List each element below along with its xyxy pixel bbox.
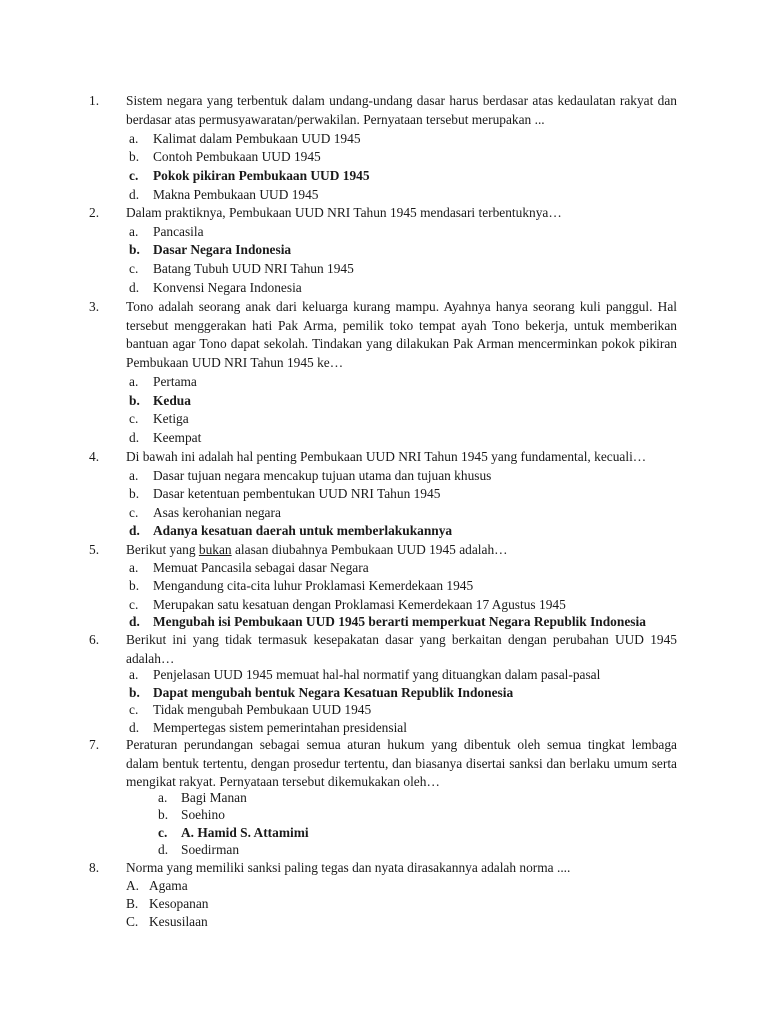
option-letter: c. bbox=[129, 505, 139, 520]
option-text: Kesusilaan bbox=[149, 914, 208, 929]
question-stem bbox=[126, 541, 508, 559]
question-stem: Di bawah ini adalah hal penting Pembukaan UUD NRI Tahun 1945 yang fundamental, kecuali… bbox=[126, 449, 647, 464]
option-letter: d. bbox=[158, 842, 169, 857]
option-text: Tidak mengubah Pembukaan UUD 1945 bbox=[153, 702, 372, 717]
option-letter: a. bbox=[129, 468, 139, 483]
stem-text: Berikut yang bbox=[126, 542, 199, 557]
option-letter: b. bbox=[129, 149, 140, 164]
option-letter: b. bbox=[129, 242, 140, 257]
question-stem: Norma yang memiliki sanksi paling tegas dan nyata dirasakannya adalah norma .... bbox=[126, 860, 571, 875]
option-text: Konvensi Negara Indonesia bbox=[153, 280, 302, 295]
option-text: Memuat Pancasila sebagai dasar Negara bbox=[153, 560, 369, 575]
option-text: Batang Tubuh UUD NRI Tahun 1945 bbox=[153, 261, 354, 276]
option-text: Soedirman bbox=[181, 842, 240, 857]
option-letter: d. bbox=[129, 523, 140, 538]
option-letter: b. bbox=[129, 685, 140, 700]
option-letter: c. bbox=[129, 261, 139, 276]
question-stem: Sistem negara yang terbentuk dalam undang-undang dasar harus berdasar atas kedaulatan rakyat dan berdasar atas permusyawaratan/perwakilan. Pernyataan tersebut merupakan ... bbox=[126, 93, 677, 127]
option-letter: a. bbox=[158, 790, 168, 805]
option-letter: a. bbox=[129, 667, 139, 682]
option-text: Penjelasan UUD 1945 memuat hal-hal normatif yang dituangkan dalam pasal-pasal bbox=[153, 667, 601, 682]
option-letter: c. bbox=[129, 411, 139, 426]
option-text: Ketiga bbox=[153, 411, 189, 426]
option-letter: d. bbox=[129, 187, 140, 202]
option-text: Merupakan satu kesatuan dengan Proklamasi Kemerdekaan 17 Agustus 1945 bbox=[153, 597, 566, 612]
option-text: Bagi Manan bbox=[181, 790, 247, 805]
option-text: Agama bbox=[149, 878, 188, 893]
option-letter: c. bbox=[129, 702, 139, 717]
option-text: Asas kerohanian negara bbox=[153, 505, 281, 520]
question-number: 8. bbox=[89, 860, 100, 875]
option-text: Mempertegas sistem pemerintahan presidensial bbox=[153, 720, 407, 735]
option-letter: b. bbox=[129, 393, 140, 408]
option-text: Mengandung cita-cita luhur Proklamasi Kemerdekaan 1945 bbox=[153, 578, 474, 593]
option-letter: A. bbox=[126, 878, 140, 893]
question-stem: Peraturan perundangan sebagai semua aturan hukum yang dibentuk oleh semua tingkat lembaga dalam bentuk tertentu, dengan prosedur tertentu, dan biasanya disertai sanksi dan berlaku umum serta mengikat rakyat. Pernyataan tersebut dikemukakan oleh… bbox=[126, 737, 677, 790]
question-stem: Tono adalah seorang anak dari keluarga kurang mampu. Ayahnya hanya seorang kuli panggul. Hal tersebut menggerakan hati Pak Arma, pemilik toko tempat ayah Tono bekerja, untuk memberikan bantuan agar Tono dapat sekolah. Tindakan yang dilakukan Pak Arman mencerminkan pokok pikiran Pembukaan UUD NRI Tahun 1945 ke… bbox=[126, 299, 677, 370]
option-text: Keempat bbox=[153, 430, 202, 445]
question-number: 3. bbox=[89, 299, 100, 314]
option-letter: a. bbox=[129, 374, 139, 389]
option-letter: a. bbox=[129, 131, 139, 146]
option-text-correct: A. Hamid S. Attamimi bbox=[181, 825, 309, 840]
option-text-correct: Mengubah isi Pembukaan UUD 1945 berarti memperkuat Negara Republik Indonesia bbox=[153, 614, 646, 629]
option-letter: b. bbox=[129, 486, 140, 501]
option-letter: d. bbox=[129, 614, 140, 629]
option-text: Kalimat dalam Pembukaan UUD 1945 bbox=[153, 131, 361, 146]
option-text: Dasar ketentuan pembentukan UUD NRI Tahun 1945 bbox=[153, 486, 441, 501]
question-stem: Dalam praktiknya, Pembukaan UUD NRI Tahun 1945 mendasari terbentuknya… bbox=[126, 205, 562, 220]
option-text-correct: Dasar Negara Indonesia bbox=[153, 242, 292, 257]
option-letter: B. bbox=[126, 896, 139, 911]
question-number: 6. bbox=[89, 632, 100, 647]
question-stem: Berikut ini yang tidak termasuk kesepakatan dasar yang berkaitan dengan perubahan UUD 1945 adalah… bbox=[126, 632, 677, 666]
option-letter: a. bbox=[129, 224, 139, 239]
option-letter: b. bbox=[129, 578, 140, 593]
option-text: Pancasila bbox=[153, 224, 204, 239]
option-letter: b. bbox=[158, 807, 169, 822]
option-text-correct: Kedua bbox=[153, 393, 191, 408]
option-letter: c. bbox=[129, 168, 139, 183]
option-text: Pertama bbox=[153, 374, 197, 389]
question-number: 5. bbox=[89, 542, 100, 557]
stem-underlined-word: bukan bbox=[198, 542, 232, 557]
option-text-correct: Dapat mengubah bentuk Negara Kesatuan Republik Indonesia bbox=[153, 685, 514, 700]
stem-text: alasan diubahnya Pembukaan UUD 1945 adalah… bbox=[231, 542, 508, 557]
option-text: Makna Pembukaan UUD 1945 bbox=[153, 187, 319, 202]
option-letter: a. bbox=[129, 560, 139, 575]
option-text-correct: Pokok pikiran Pembukaan UUD 1945 bbox=[153, 168, 370, 183]
option-letter: d. bbox=[129, 430, 140, 445]
question-number: 7. bbox=[89, 737, 100, 752]
option-letter: C. bbox=[126, 914, 139, 929]
question-number: 1. bbox=[89, 93, 100, 108]
option-letter: c. bbox=[129, 597, 139, 612]
question-number: 4. bbox=[89, 449, 100, 464]
option-text: Soehino bbox=[181, 807, 225, 822]
option-letter: d. bbox=[129, 280, 140, 295]
option-text-correct: Adanya kesatuan daerah untuk memberlakukannya bbox=[153, 523, 453, 538]
option-letter: c. bbox=[158, 825, 168, 840]
option-text: Dasar tujuan negara mencakup tujuan utama dan tujuan khusus bbox=[153, 468, 492, 483]
option-text: Kesopanan bbox=[149, 896, 209, 911]
option-text: Contoh Pembukaan UUD 1945 bbox=[153, 149, 321, 164]
question-number: 2. bbox=[89, 205, 100, 220]
option-letter: d. bbox=[129, 720, 140, 735]
